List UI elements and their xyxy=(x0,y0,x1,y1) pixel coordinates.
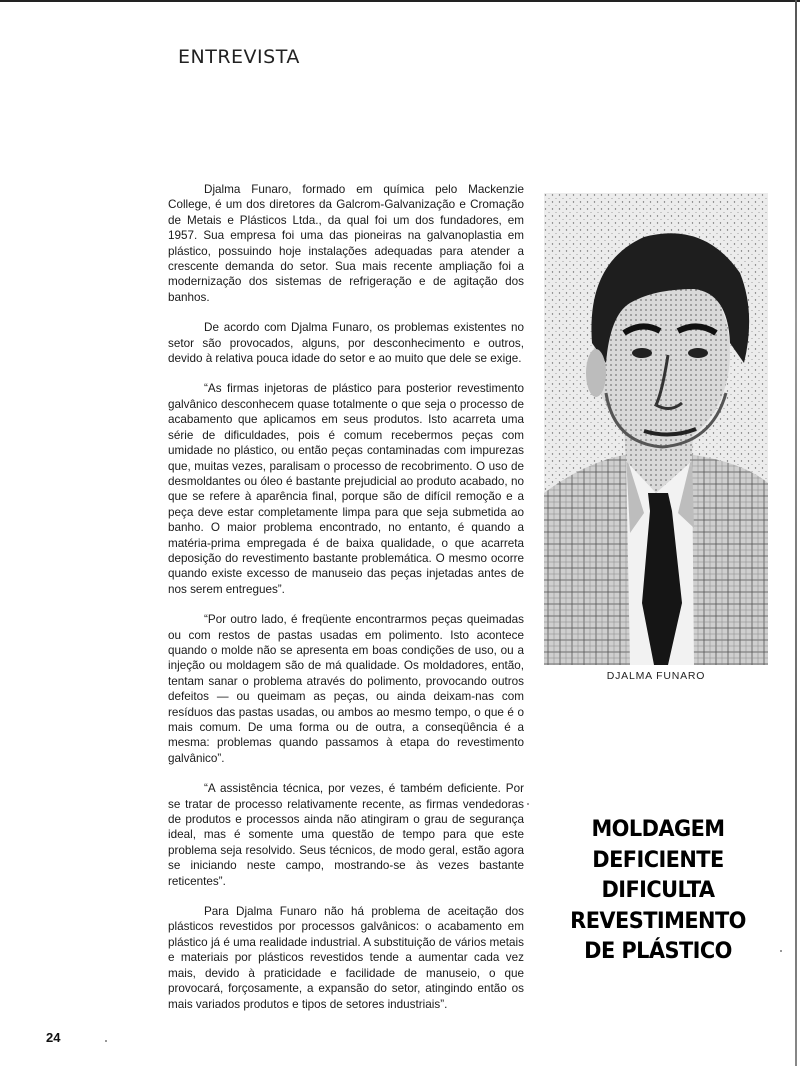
article-paragraph: De acordo com Djalma Funaro, os problemas existentes no setor são provocados, alguns, por desconhecimento e outros, devido à relativa pouca idade do setor e ao muito que dele se exige. xyxy=(168,321,524,366)
headline-line: DIFICULTA xyxy=(601,878,715,903)
scan-speck xyxy=(105,1040,107,1042)
headline-line: MOLDAGEM xyxy=(591,817,725,842)
article-paragraph: Para Djalma Funaro não há problema de aceitação dos plásticos revestidos por processos galvânicos: o acabamento em plástico já é uma realidade industrial. A substituição de vários metais e materiais por plásticos revestidos tende a aumentar cada vez mais, devido à praticidade e facilidade de manuseio, o que provocará, forçosamente, a expansão do setor, atingindo então os mais variados produtos e tipos de setores industriais”. xyxy=(168,905,524,1011)
section-label: ENTREVISTA xyxy=(178,46,300,68)
scan-speck xyxy=(780,950,782,952)
scan-speck xyxy=(527,803,529,805)
article-body xyxy=(168,182,524,1027)
photo-caption: DJALMA FUNARO xyxy=(606,670,706,682)
portrait-illustration xyxy=(544,193,768,665)
article-paragraph: “A assistência técnica, por vezes, é também deficiente. Por se tratar de processo relativamente recente, as firmas vendedoras de produtos e processos ainda não atingiram o grau de segurança ideal, mas é somente uma questão de tempo para que este problema seja resolvido. Seus técnicos, de modo geral, estão agora se iniciando neste campo, mostrando-se às vezes bastante reticentes”. xyxy=(168,782,524,888)
top-rule xyxy=(0,0,800,2)
headline-line: DE PLÁSTICO xyxy=(584,939,732,964)
headline xyxy=(554,815,763,968)
article-paragraph: “As firmas injetoras de plástico para posterior revestimento galvânico desconhecem quase totalmente o que seja o processo de acabamento que aplicamos em seus produtos. Isto acarreta uma série de dificuldades, pois é comum recebermos peças com umidade no plástico, ou então peças contaminadas com impurezas que, muitas vezes, paralisam o processo de recobrimento. O uso de desmoldantes ou óleo é bastante prejudicial ao produto acabado, no que se refere à aparência final, porque são de difícil remoção e a peça deve estar completamente limpa para que seja submetida ao banho. O maior problema encontrado, no entanto, é quando a matéria-prima empregada é de baixa qualidade, o que acarreta deposição do revestimento bastante problemática. O mesmo ocorre quando existe excesso de manuseio das peças injetadas antes de nos serem entregues”. xyxy=(168,382,524,596)
headline-line: DEFICIENTE xyxy=(592,847,724,873)
headline-line: REVESTIMENTO xyxy=(570,908,746,934)
article-paragraph: “Por outro lado, é freqüente encontrarmos peças queimadas ou com restos de pastas usadas em polimento. Isto acontece quando o molde não se apresenta em boas condições de uso, ou a injeção ou moldagem são de má qualidade. Os moldadores, então, tentam sanar o problema através do polimento, provocando outros defeitos — ou queimam as peças, ou ainda deixam-nas com resíduos das pastas usadas, ou ambos ao mesmo tempo, o que é o mais comum. De uma forma ou de outra, a conseqüência é a mesma: problemas quando passamos à etapa do revestimento galvânico”. xyxy=(168,613,524,765)
page-edge-shadow xyxy=(795,0,797,1066)
portrait-photo xyxy=(544,193,768,665)
page-number: 24 xyxy=(46,1030,61,1045)
article-paragraph: Djalma Funaro, formado em química pelo Mackenzie College, é um dos diretores da Galcrom-Galvanização e Cromação de Metais e Plásticos Ltda., da qual foi um dos fundadores, em 1957. Sua empresa foi uma das pioneiras na galvanoplastia em plástico, possuindo hoje instalações adequadas para atender a crescente demanda do setor. Sua mais recente ampliação foi a modernização dos sistemas de refrigeração e de agitação dos banhos. xyxy=(168,183,524,304)
